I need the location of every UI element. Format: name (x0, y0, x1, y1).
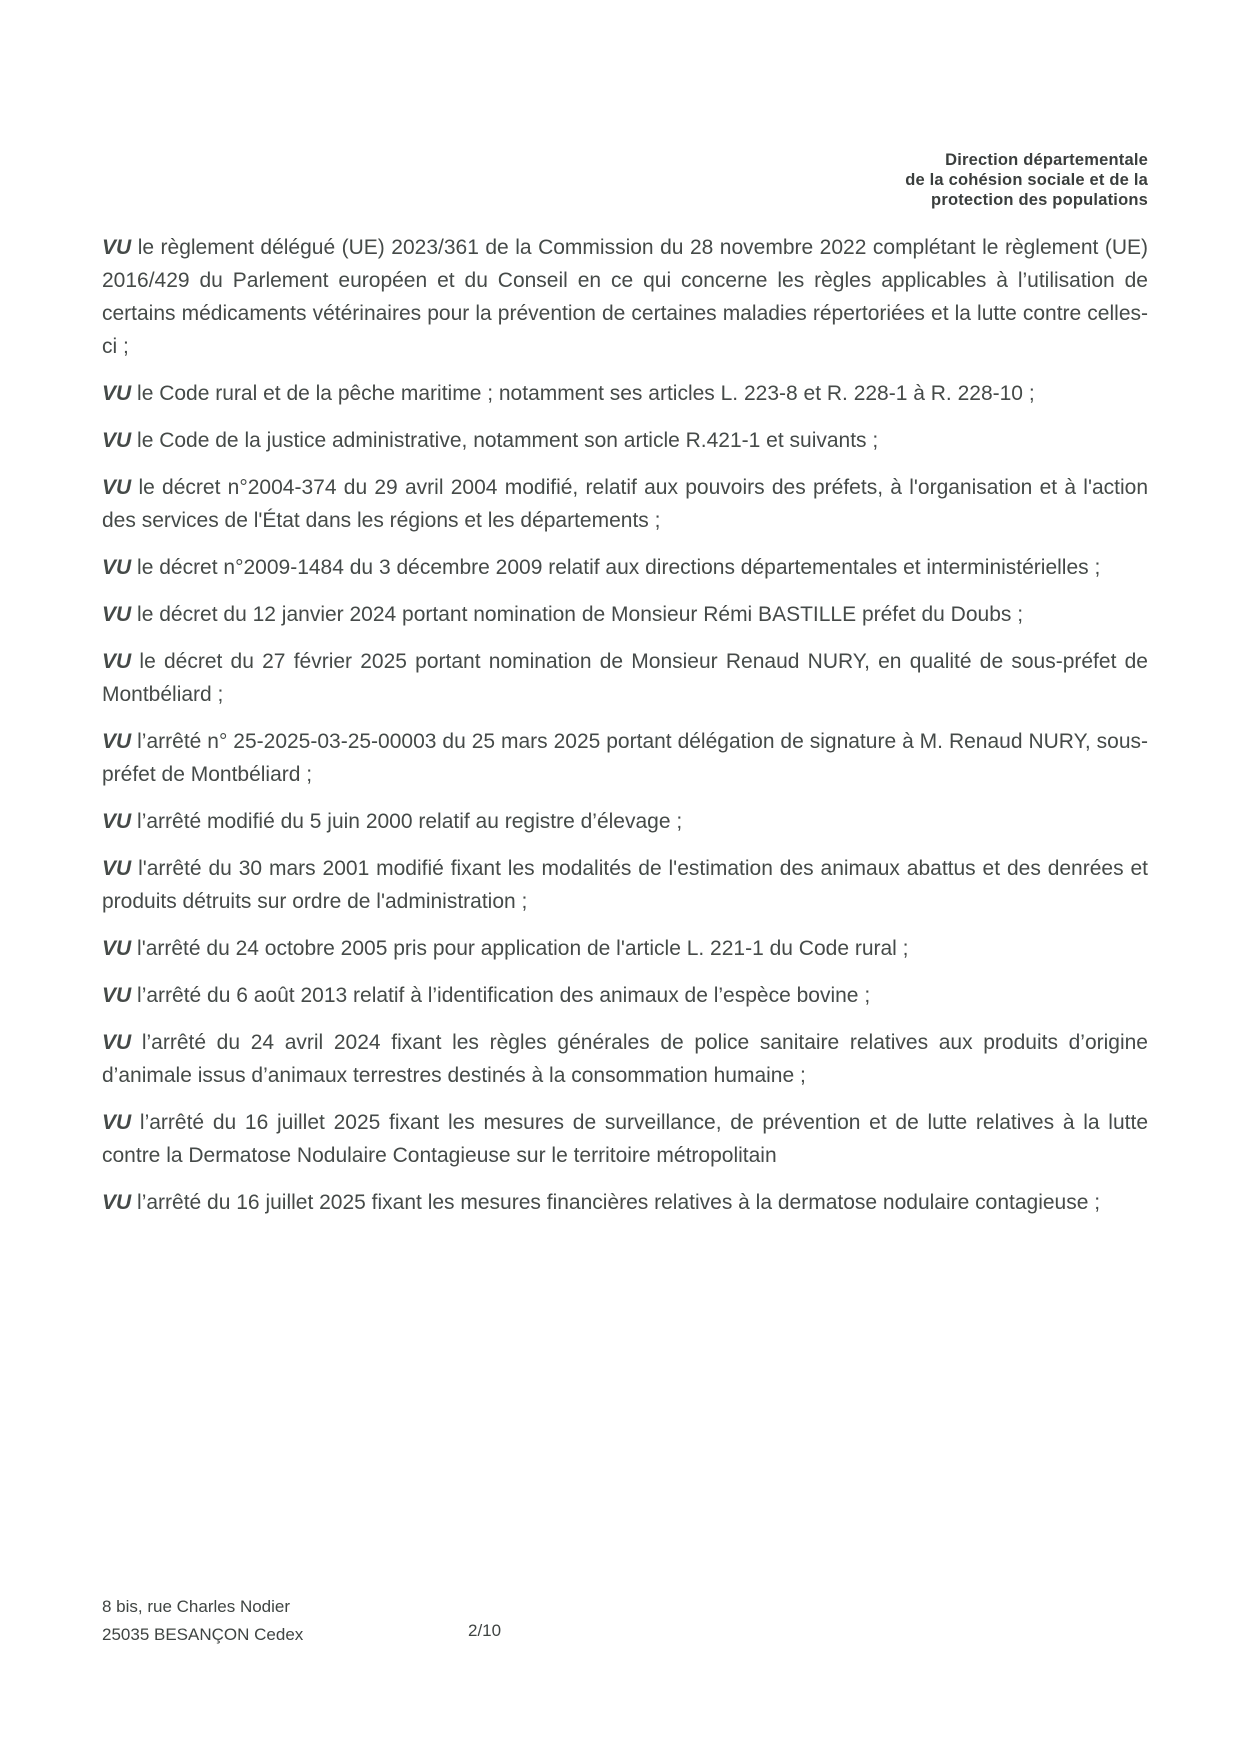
paragraph-text: l’arrêté n° 25-2025-03-25-00003 du 25 mars 2025 portant délégation de signature à M. Renaud NURY, sous-préfet de Montbéliard ; (102, 730, 1148, 786)
vu-prefix: VU (102, 650, 132, 673)
page-number: 2/10 (468, 1621, 502, 1640)
vu-prefix: VU (102, 984, 132, 1007)
paragraph-text: le décret n°2004-374 du 29 avril 2004 modifié, relatif aux pouvoirs des préfets, à l'organisation et à l'action des services de l'État dans les régions et les départements ; (102, 476, 1148, 532)
vu-prefix: VU (102, 603, 132, 626)
paragraph-text: l’arrêté du 24 avril 2024 fixant les règles générales de police sanitaire relatives aux produits d’origine d’animale issus d’animaux terrestres destinés à la consommation humaine ; (102, 1031, 1148, 1087)
vu-prefix: VU (102, 382, 132, 405)
vu-prefix: VU (102, 429, 132, 452)
vu-paragraph (102, 1026, 1148, 1092)
footer-address-line: 8 bis, rue Charles Nodier (102, 1597, 291, 1616)
paragraph-text: l'arrêté du 24 octobre 2005 pris pour application de l'article L. 221-1 du Code rural ; (137, 937, 909, 960)
vu-paragraph (102, 805, 1148, 838)
vu-prefix: VU (102, 730, 132, 753)
vu-paragraph (102, 471, 1148, 537)
header-line: protection des populations (931, 191, 1148, 209)
paragraph-text: le règlement délégué (UE) 2023/361 de la Commission du 28 novembre 2022 complétant le règlement (UE) 2016/429 du Parlement européen et du Conseil en ce qui concerne les règles applicables à l’utilisation de certains médicaments vétérinaires pour la prévention de certaines maladies répertoriées et la lutte contre celles-ci ; (102, 236, 1148, 358)
vu-prefix: VU (102, 476, 132, 499)
paragraph-text: l’arrêté du 6 août 2013 relatif à l’identification des animaux de l’espèce bovine ; (137, 984, 871, 1007)
vu-prefix: VU (102, 810, 132, 833)
paragraph-text: le décret du 27 février 2025 portant nomination de Monsieur Renaud NURY, en qualité de sous-préfet de Montbéliard ; (102, 650, 1148, 706)
vu-prefix: VU (102, 556, 132, 579)
header-line: de la cohésion sociale et de la (905, 171, 1148, 189)
paragraph-text: l’arrêté du 16 juillet 2025 fixant les mesures financières relatives à la dermatose nodulaire contagieuse ; (137, 1191, 1101, 1214)
vu-paragraph (102, 377, 1148, 410)
vu-paragraph (102, 932, 1148, 965)
header-line: Direction départementale (945, 151, 1148, 169)
paragraph-text: l’arrêté du 16 juillet 2025 fixant les mesures de surveillance, de prévention et de lutte relatives à la lutte contre la Dermatose Nodulaire Contagieuse sur le territoire métropolitain (102, 1111, 1148, 1167)
vu-paragraph (102, 645, 1148, 711)
vu-paragraph (102, 1186, 1148, 1219)
vu-prefix: VU (102, 1031, 132, 1054)
vu-paragraph (102, 1106, 1148, 1172)
footer-address (102, 1593, 303, 1649)
paragraph-text: le décret du 12 janvier 2024 portant nomination de Monsieur Rémi BASTILLE préfet du Doubs ; (137, 603, 1024, 626)
vu-prefix: VU (102, 236, 132, 259)
document-body (102, 231, 1148, 1233)
vu-paragraph (102, 424, 1148, 457)
vu-paragraph (102, 551, 1148, 584)
vu-paragraph (102, 852, 1148, 918)
vu-paragraph (102, 979, 1148, 1012)
document-header (905, 150, 1148, 210)
vu-paragraph (102, 231, 1148, 363)
paragraph-text: l’arrêté modifié du 5 juin 2000 relatif au registre d’élevage ; (137, 810, 683, 833)
footer-address-line: 25035 BESANÇON Cedex (102, 1625, 304, 1644)
paragraph-text: l'arrêté du 30 mars 2001 modifié fixant les modalités de l'estimation des animaux abattus et des denrées et produits détruits sur ordre de l'administration ; (102, 857, 1148, 913)
vu-prefix: VU (102, 1111, 132, 1134)
paragraph-text: le décret n°2009-1484 du 3 décembre 2009 relatif aux directions départementales et interministérielles ; (137, 556, 1101, 579)
vu-prefix: VU (102, 1191, 132, 1214)
paragraph-text: le Code rural et de la pêche maritime ; notamment ses articles L. 223-8 et R. 228-1 à R. 228-10 ; (137, 382, 1035, 405)
paragraph-text: le Code de la justice administrative, notamment son article R.421-1 et suivants ; (137, 429, 879, 452)
vu-prefix: VU (102, 937, 132, 960)
vu-paragraph (102, 598, 1148, 631)
vu-prefix: VU (102, 857, 132, 880)
vu-paragraph (102, 725, 1148, 791)
